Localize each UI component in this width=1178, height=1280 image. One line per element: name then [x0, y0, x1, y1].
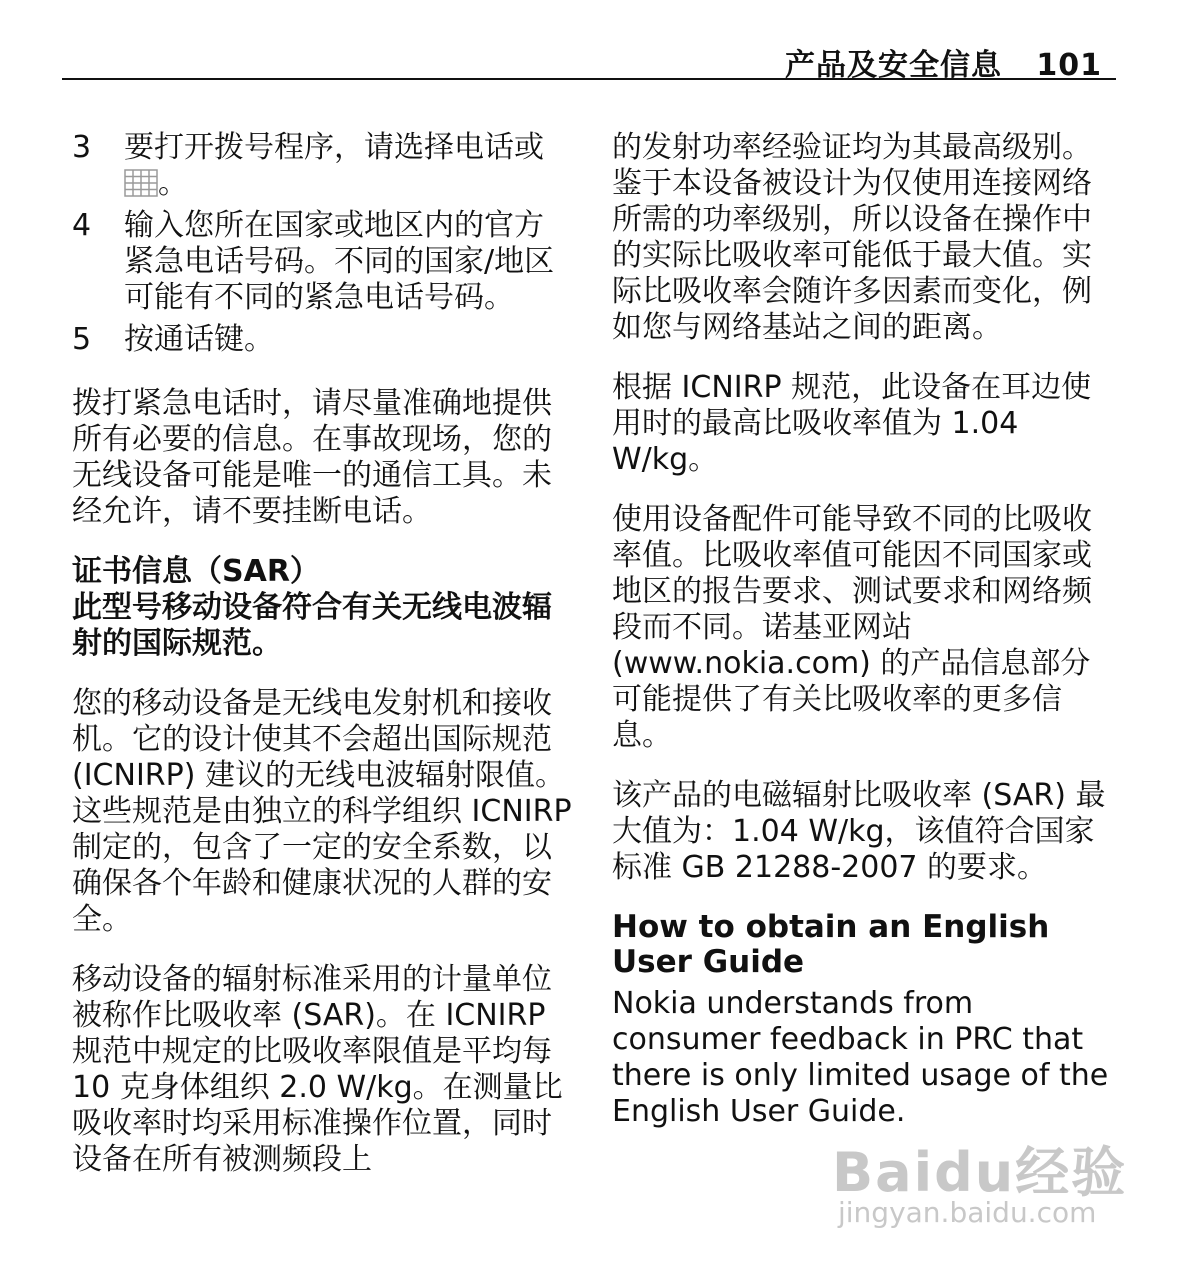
sar-paragraph-6: 该产品的电磁辐射比吸收率 (SAR) 最大值为：1.04 W/kg，该值符合国家标准 GB 21288-2007 的要求。 — [612, 778, 1106, 885]
emergency-call-paragraph: 拨打紧急电话时，请尽量准确地提供所有必要的信息。在事故现场，您的无线设备可能是唯一的通信工具。未经允许，请不要挂断电话。 — [72, 386, 552, 529]
keypad-icon — [124, 169, 158, 197]
english-guide-body: Nokia understands from consumer feedback in PRC that there is only limited usage of the English User Guide. — [612, 986, 1109, 1129]
step-number: 4 — [72, 208, 92, 243]
section-title: 产品及安全信息 — [785, 48, 1003, 83]
watermark-logo: Baidu经验 — [832, 1141, 1128, 1204]
step-4 — [72, 208, 572, 316]
step-5 — [72, 322, 572, 358]
step-text: 输入您所在国家或地区内的官方紧急电话号码。不同的国家/地区可能有不同的紧急电话号码。 — [124, 208, 555, 315]
step-3-text: 要打开拨号程序，请选择电话或 — [124, 130, 544, 165]
sar-paragraph-2: 移动设备的辐射标准采用的计量单位被称作比吸收率 (SAR)。在 ICNIRP 规范中规定的比吸收率限值是平均每 10 克身体组织 2.0 W/kg。在测量比吸收率时均采用标准操作位置，同时设备在所有被测频段上 — [72, 962, 563, 1177]
step-number: 3 — [72, 130, 92, 165]
step-3-period: 。 — [158, 166, 188, 201]
sar-paragraph-1: 您的移动设备是无线电发射机和接收机。它的设计使其不会超出国际规范 (ICNIRP) 建议的无线电波辐射限值。这些规范是由独立的科学组织 ICNIRP 制定的，包含了一定的安全系数，以确保各个年龄和健康状况的人群的安全。 — [72, 686, 572, 937]
watermark-url: jingyan.baidu.com — [838, 1196, 1097, 1229]
page-header — [62, 38, 1116, 83]
step-3 — [72, 130, 572, 202]
sar-heading: 证书信息（SAR） — [72, 554, 320, 589]
sar-subheading: 此型号移动设备符合有关无线电波辐射的国际规范。 — [72, 590, 552, 661]
step-number: 5 — [72, 322, 92, 357]
right-column — [612, 130, 1112, 1130]
sar-paragraph-3: 的发射功率经验证均为其最高级别。鉴于本设备被设计为仅使用连接网络所需的功率级别，所以设备在操作中的实际比吸收率可能低于最大值。实际比吸收率会随许多因素而变化，例如您与网络基站之间的距离。 — [612, 130, 1092, 345]
english-guide-heading: How to obtain an English User Guide — [612, 909, 1050, 980]
step-text — [124, 130, 572, 202]
sar-paragraph-4: 根据 ICNIRP 规范，此设备在耳边使用时的最高比吸收率值为 1.04 W/kg。 — [612, 370, 1092, 477]
header-text — [785, 40, 1102, 84]
page-number: 101 — [1036, 48, 1102, 83]
step-text: 按通话键。 — [124, 322, 274, 357]
sar-paragraph-5: 使用设备配件可能导致不同的比吸收率值。比吸收率值可能因不同国家或地区的报告要求、测试要求和网络频段而不同。诺基亚网站 (www.nokia.com) 的产品信息部分可能提供了有关比吸收率的更多信息。 — [612, 502, 1092, 753]
baidu-watermark — [832, 1130, 1128, 1240]
left-column — [72, 130, 572, 1202]
